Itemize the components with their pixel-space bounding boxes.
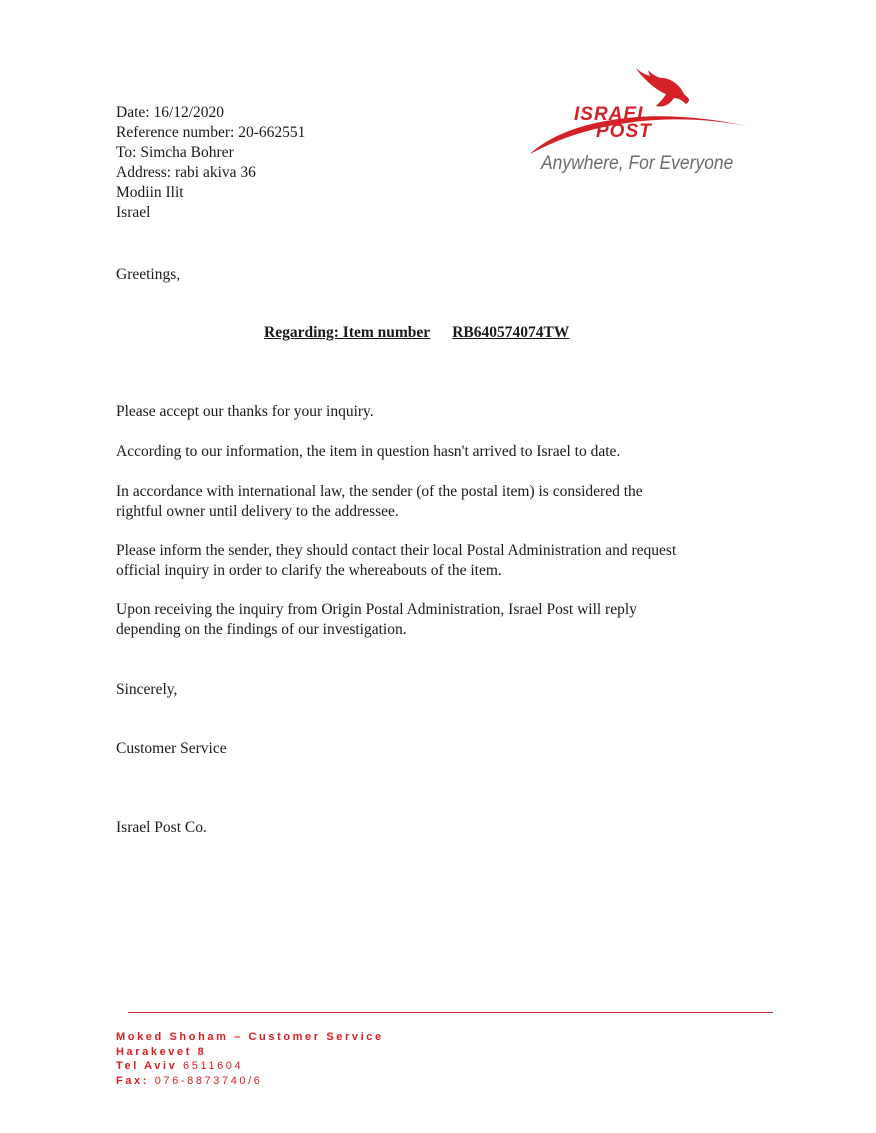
paragraph-line: Upon receiving the inquiry from Origin Postal Administration, Israel Post will reply bbox=[116, 601, 637, 618]
footer-fax-number: 076-8873740/6 bbox=[154, 1074, 263, 1087]
logo-line1: ISRAEL bbox=[574, 104, 650, 125]
paragraph-thanks bbox=[116, 402, 756, 422]
closing: Sincerely, bbox=[116, 681, 178, 698]
letter-date: Date: 16/12/2020 bbox=[116, 104, 225, 121]
paragraph-line: depending on the findings of our investigation. bbox=[116, 621, 407, 638]
department: Customer Service bbox=[116, 740, 227, 757]
footer-office: Moked Shoham – Customer Service bbox=[116, 1031, 384, 1043]
paragraph-line: official inquiry in order to clarify the whereabouts of the item. bbox=[116, 562, 502, 579]
footer-fax-label: Fax: bbox=[116, 1074, 150, 1087]
paragraph-line: rightful owner until delivery to the addressee. bbox=[116, 503, 399, 520]
paragraph-instructions bbox=[116, 541, 756, 581]
footer-postal-code: 6511604 bbox=[183, 1060, 244, 1072]
greeting: Greetings, bbox=[116, 266, 181, 283]
paragraph-law bbox=[116, 482, 756, 522]
logo-line2: POST bbox=[596, 121, 652, 142]
recipient-header bbox=[116, 103, 305, 223]
paragraph-line: According to our information, the item in question hasn't arrived to Israel to date. bbox=[116, 443, 621, 460]
recipient-address: Address: rabi akiva 36 bbox=[116, 164, 256, 181]
israel-post-logo bbox=[524, 64, 754, 184]
footer-city-label: Tel Aviv bbox=[116, 1060, 178, 1072]
footer-divider bbox=[128, 1012, 773, 1013]
subject-line bbox=[264, 324, 569, 342]
reference-number: Reference number: 20-662551 bbox=[116, 124, 306, 141]
item-number: RB640574074TW bbox=[452, 324, 570, 341]
recipient-country: Israel bbox=[116, 204, 151, 221]
paragraph-line: Please accept our thanks for your inquiry. bbox=[116, 403, 374, 420]
recipient-name: To: Simcha Bohrer bbox=[116, 144, 234, 161]
footer-fax bbox=[116, 1074, 384, 1089]
company-signature: Israel Post Co. bbox=[116, 819, 207, 836]
paragraph-line: In accordance with international law, the sender (of the postal item) is considered the bbox=[116, 483, 643, 500]
footer-contact bbox=[116, 1030, 384, 1088]
paragraph-status bbox=[116, 442, 756, 462]
paragraph-line: Please inform the sender, they should contact their local Postal Administration and request bbox=[116, 542, 677, 559]
logo-tagline: Anywhere, For Everyone bbox=[541, 153, 734, 174]
deer-swoosh-icon bbox=[524, 64, 754, 154]
footer-street: Harakevet 8 bbox=[116, 1045, 207, 1058]
paragraph-reply bbox=[116, 600, 756, 640]
subject-label: Regarding: Item number bbox=[264, 324, 431, 341]
recipient-city: Modiin Ilit bbox=[116, 184, 184, 201]
footer-city bbox=[116, 1059, 384, 1074]
